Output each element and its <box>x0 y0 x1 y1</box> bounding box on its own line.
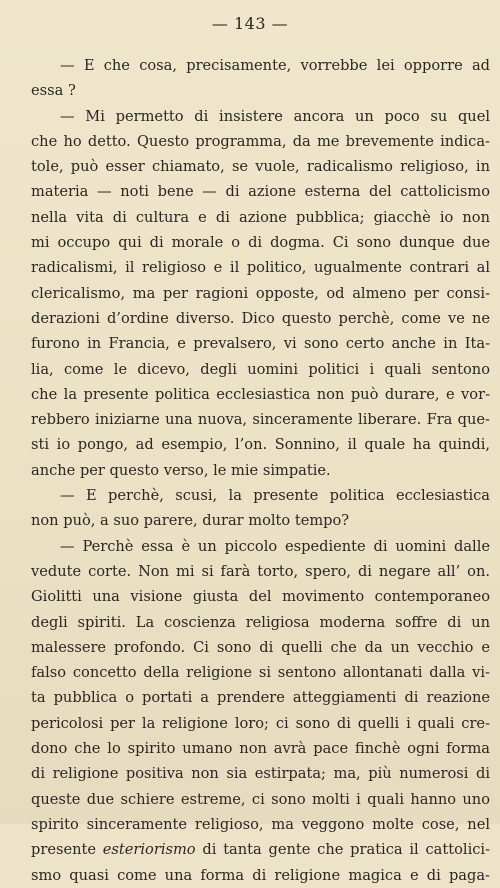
italic-word: esteriorismo <box>102 841 196 859</box>
text-line: pericolosi per la religione loro; ci sono di quelli i quali cre- <box>31 714 490 732</box>
text-line: lia, come le dicevo, degli uomini politici i quali sentono <box>31 360 490 378</box>
text-line: ta pubblica o portati a prendere atteggiamenti di reazione <box>31 689 490 707</box>
text-line: malessere profondo. Ci sono di quelli che da un vecchio e <box>31 638 490 656</box>
text-line: falso concetto della religione si sentono allontanati dalla vi- <box>31 664 490 682</box>
text-line: anche per questo verso, le mie simpatie. <box>31 461 331 479</box>
text-line: degli spiriti. La coscienza religiosa moderna soffre di un <box>31 613 490 631</box>
page-number: — 143 — <box>211 14 289 33</box>
text-line: Giolitti una visione giusta del movimento contemporaneo <box>31 588 490 606</box>
text-line: mi occupo qui di morale o di dogma. Ci sono dunque due <box>31 234 490 252</box>
text-line: derazioni d’ordine diverso. Dico questo perchè, come ve ne <box>31 309 490 327</box>
text-line: vedute corte. Non mi si farà torto, spero, di negare all’ on. <box>31 562 490 580</box>
text-line <box>31 837 490 862</box>
text-line: — E che cosa, precisamente, vorrebbe lei opporre ad <box>60 57 490 74</box>
text-line: dono che lo spirito umano non avrà pace finchè ogni forma <box>31 740 490 758</box>
text-line: furono in Francia, e prevalsero, vi sono certo anche in Ita- <box>31 335 490 353</box>
text-line: essa ? <box>31 82 76 100</box>
text-line: spirito sinceramente religioso, ma veggono molte cose, nel <box>31 815 490 833</box>
text-line: smo quasi come una forma di religione magica e di paga- <box>31 866 490 884</box>
text-line: — Mi permetto di insistere ancora un poco su quel <box>60 107 490 125</box>
text-line: di religione positiva non sia estirpata; ma, più numerosi di <box>31 765 490 783</box>
text-line: queste due schiere estreme, ci sono molti i quali hanno uno <box>31 790 490 808</box>
text-line: rebbero iniziarne una nuova, sinceramente liberare. Fra que- <box>31 411 490 429</box>
text-line-part: di tanta gente che pratica il cattolici- <box>195 841 491 859</box>
text-line: che ho detto. Questo programma, da me brevemente indica- <box>31 132 490 150</box>
text-line-part: presente <box>31 841 103 859</box>
text-line: non può, a suo parere, durar molto tempo? <box>31 512 350 530</box>
text-line: sti io pongo, ad esempio, l’on. Sonnino, il quale ha quindi, <box>31 436 490 454</box>
text-line: radicalismi, il religioso e il politico, ugualmente contrari al <box>31 259 490 277</box>
text-line: nella vita di cultura e di azione pubblica; giacchè io non <box>31 208 490 226</box>
text-line: — Perchè essa è un piccolo espediente di uomini dalle <box>60 537 490 555</box>
text-line: materia — noti bene — di azione esterna del cattolicismo <box>31 183 490 201</box>
text-line: clericalismo, ma per ragioni opposte, od almeno per consi- <box>31 284 490 302</box>
text-line: tole, può esser chiamato, se vuole, radicalismo religioso, in <box>31 158 490 176</box>
text-line: che la presente politica ecclesiastica non può durare, e vor- <box>31 385 490 403</box>
body-text <box>31 53 490 888</box>
text-line: — E perchè, scusi, la presente politica ecclesiastica <box>60 487 490 505</box>
